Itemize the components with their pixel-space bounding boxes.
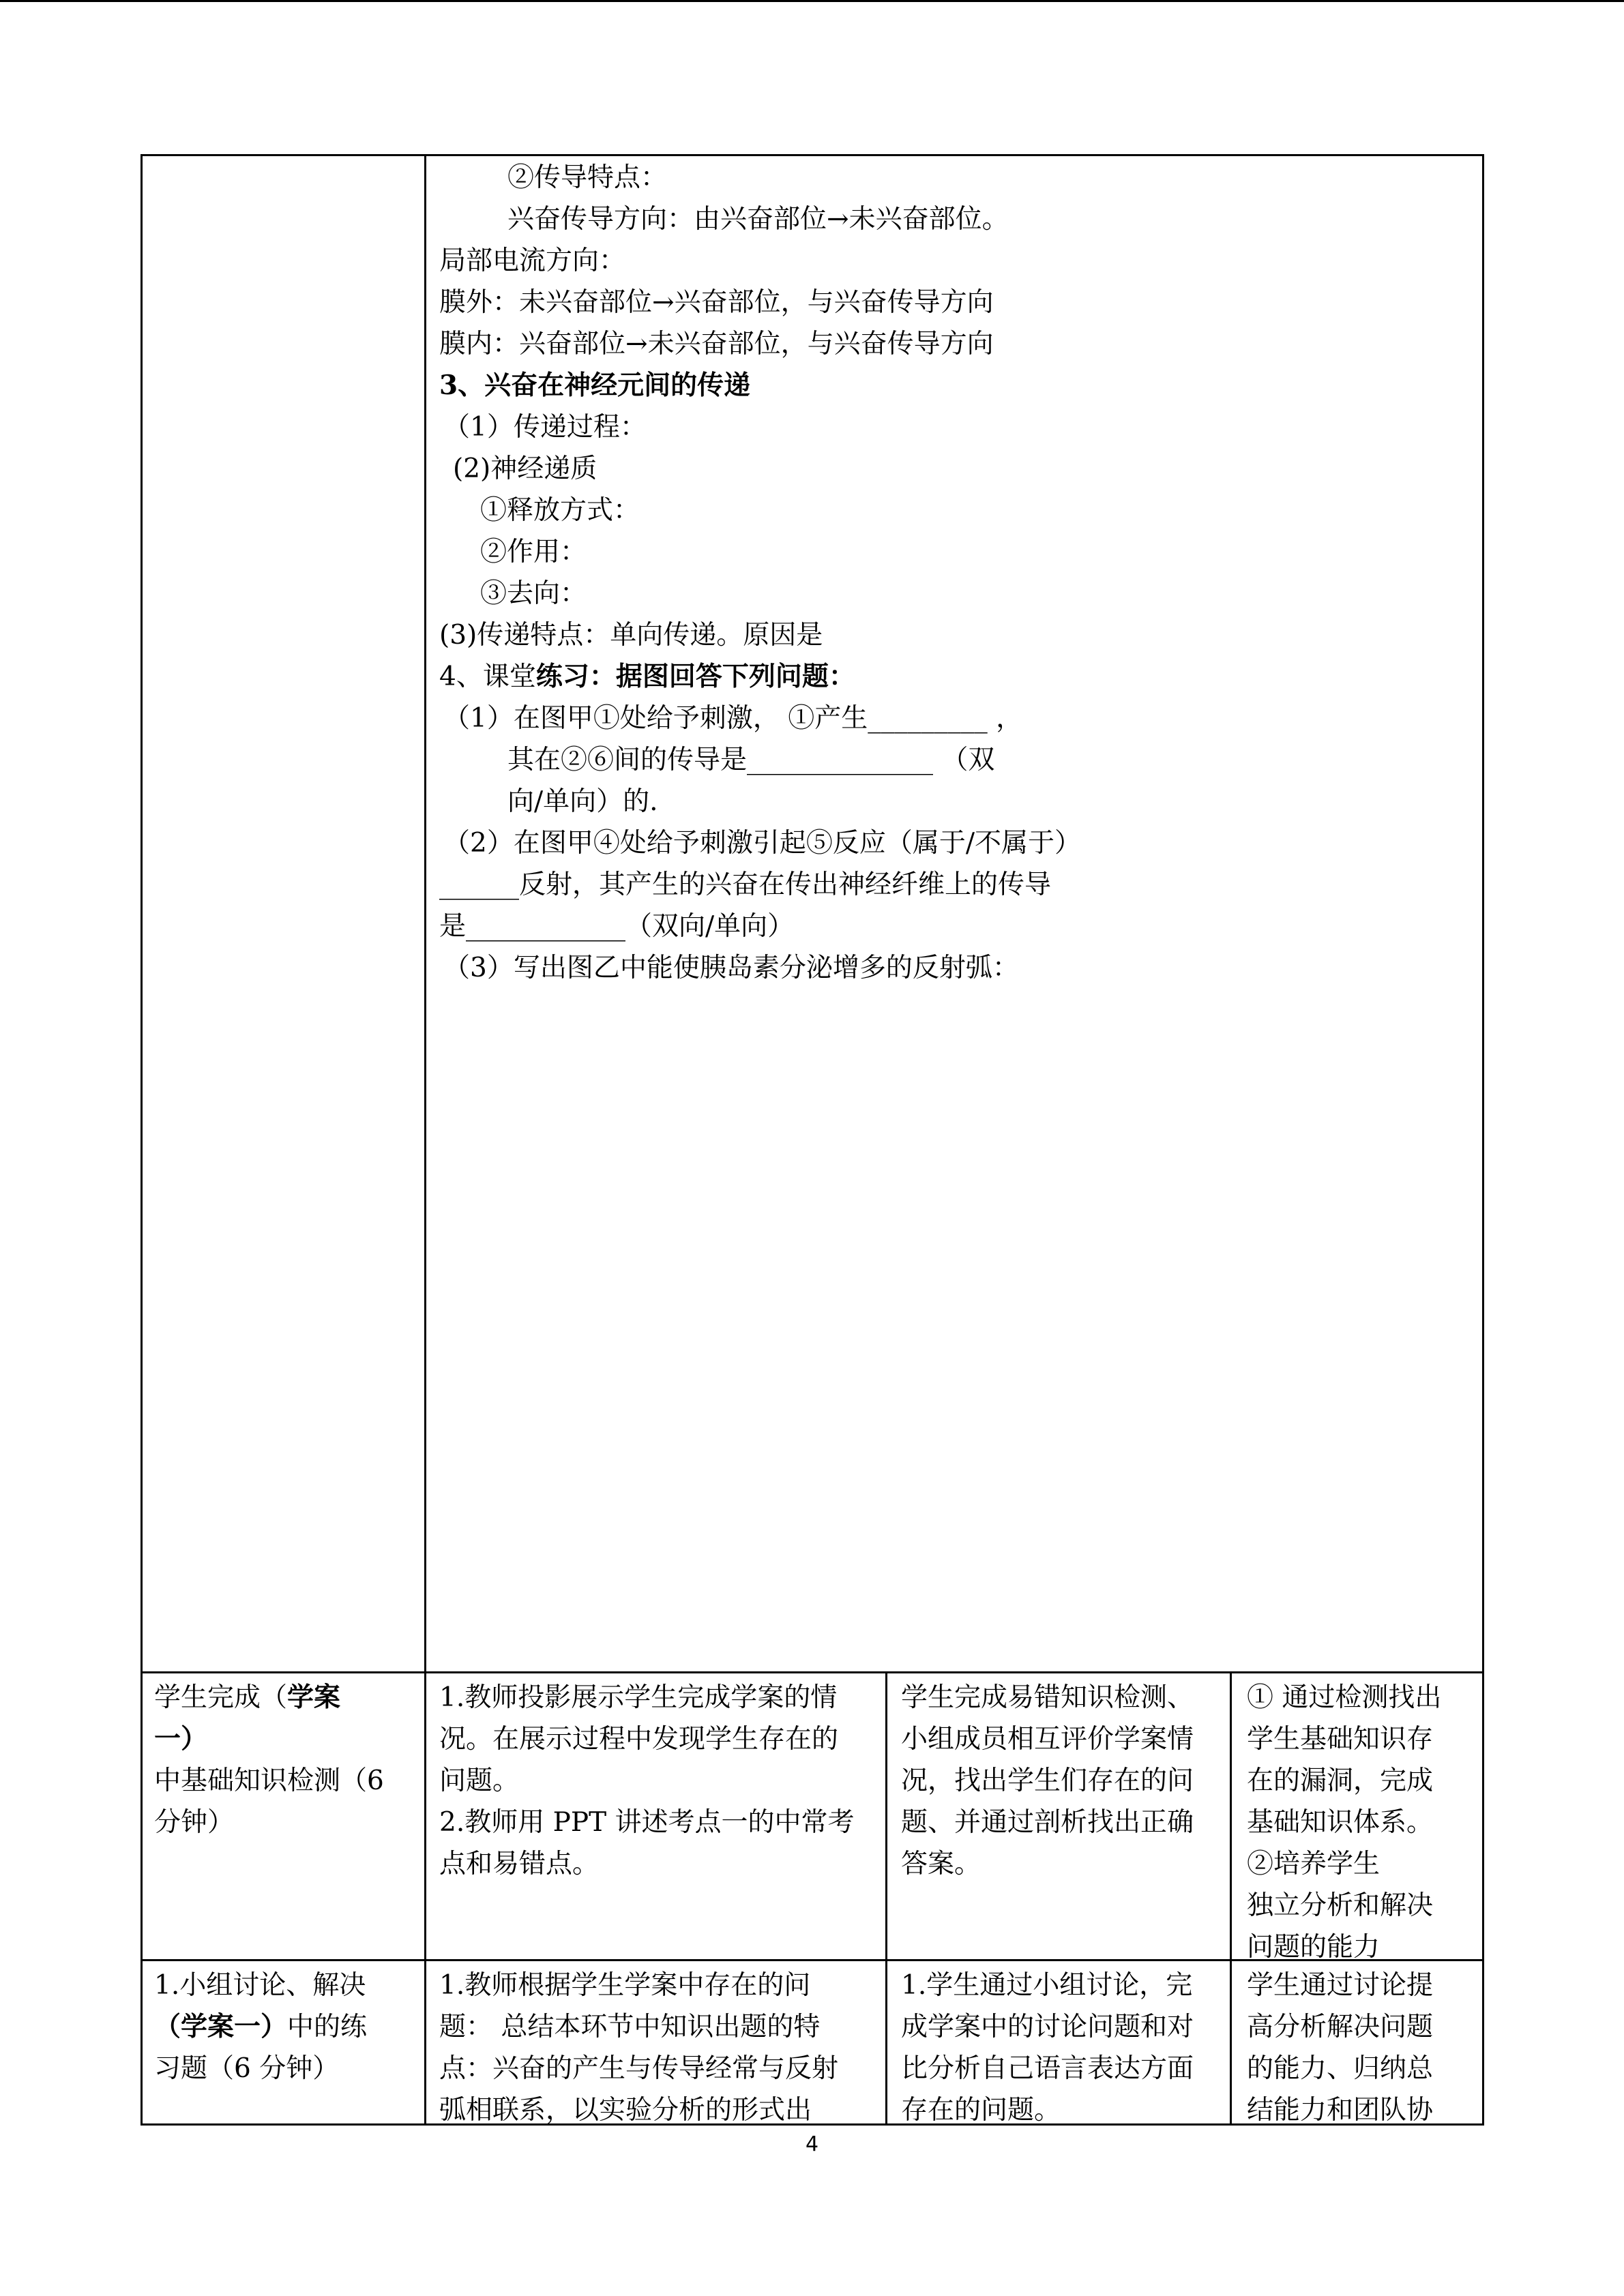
cell-line: 点：兴奋的产生与传导经常与反射: [439, 2053, 839, 2084]
content-line: ①释放方式：: [480, 495, 640, 526]
cell-line: 学生完成易错知识检测、: [901, 1682, 1194, 1713]
cell-line: 1.教师投影展示学生完成学案的情: [439, 1682, 838, 1713]
page-top-border: [0, 0, 1624, 2]
cell-line: 的能力、归纳总: [1247, 2053, 1434, 2084]
content-line: 其在②⑥间的传导是______________ （双: [507, 745, 995, 775]
cell-line: 况。在展示过程中发现学生存在的: [439, 1724, 839, 1755]
cell-line: 存在的问题。: [901, 2095, 1061, 2126]
row2-purpose-cell: [1247, 1965, 1479, 2131]
lesson-plan-table: [141, 154, 1484, 2126]
table-right-border: [1482, 154, 1484, 2126]
cell-line: ① 通过检测找出: [1247, 1682, 1442, 1713]
cell-line: 1.学生通过小组讨论，完: [901, 1970, 1193, 2001]
cell-line: 学生通过讨论提: [1247, 1970, 1434, 2001]
column-divider-2: [885, 1671, 887, 2126]
cell-line: 独立分析和解决: [1247, 1890, 1434, 1921]
cell-text-bold: （学案一）: [154, 2011, 288, 2042]
content-line: 膜内：兴奋部位→未兴奋部位，与兴奋传导方向: [439, 329, 994, 359]
cell-line: 分钟）: [154, 1807, 235, 1838]
cell-line: 1.教师根据学生学案中存在的问: [439, 1970, 811, 2001]
cell-line: 问题。: [439, 1765, 520, 1796]
cell-line: ②培养学生: [1247, 1849, 1381, 1879]
cell-line: 结能力和团队协: [1247, 2095, 1434, 2126]
cell-line: 题、并通过剖析找出正确: [901, 1807, 1194, 1838]
content-line: （1）传递过程：: [443, 412, 647, 443]
cell-line: 基础知识体系。: [1247, 1807, 1434, 1838]
cell-line: 弧相联系，以实验分析的形式出: [439, 2095, 812, 2126]
row2-activity-cell: [154, 1965, 417, 2089]
content-line: ②作用：: [480, 537, 587, 567]
cell-line: 一）: [154, 1723, 208, 1755]
cell-line: 点和易错点。: [439, 1849, 600, 1879]
cell-text: 中的练: [287, 2012, 368, 2042]
cell-line: 成学案中的讨论问题和对: [901, 2012, 1194, 2042]
row2-teacher-cell: [439, 1965, 879, 2131]
cell-line: [154, 1677, 417, 1718]
exercise-heading-bold: 练习：据图回答下列问题：: [535, 661, 855, 692]
upper-content-cell: [439, 157, 1462, 989]
content-line: 局部电流方向：: [439, 245, 626, 276]
content-line: 是____________（双向/单向）: [439, 911, 795, 942]
content-line: 兴奋传导方向：由兴奋部位→未兴奋部位。: [507, 204, 1009, 235]
page-number: 4: [805, 2132, 819, 2156]
cell-line: 题： 总结本环节中知识出题的特: [439, 2012, 821, 2042]
row-divider-1: [141, 1671, 1484, 1673]
cell-line: 问题的能力: [1247, 1932, 1381, 1963]
content-line: 向/单向）的.: [507, 786, 658, 817]
content-line: （2）在图甲④处给予刺激引起⑤反应（属于/不属于）: [443, 828, 1081, 859]
cell-line: 学生基础知识存: [1247, 1724, 1434, 1755]
content-line: （1）在图甲①处给予刺激， ①产生_________ ，: [443, 703, 1023, 734]
exercise-heading: [439, 656, 1462, 698]
row1-student-cell: [901, 1677, 1225, 1885]
section-heading: 3、兴奋在神经元间的传递: [439, 370, 751, 401]
column-divider-1: [424, 154, 426, 2126]
content-line: （3）写出图乙中能使胰岛素分泌增多的反射弧：: [443, 953, 1019, 983]
cell-line: 习题（6 分钟）: [154, 2053, 340, 2084]
cell-line: 况，找出学生们存在的问: [901, 1765, 1194, 1796]
cell-line: 中基础知识检测（6: [154, 1765, 384, 1796]
cell-text-bold: 学案: [287, 1682, 341, 1713]
cell-line: 答案。: [901, 1849, 981, 1879]
row1-purpose-cell: [1247, 1677, 1479, 1968]
content-line: ③去向：: [480, 578, 587, 609]
exercise-heading-prefix: 4、课堂: [439, 661, 536, 692]
content-line: (2)神经递质: [453, 453, 597, 484]
cell-line: 在的漏洞，完成: [1247, 1765, 1434, 1796]
cell-line: 比分析自己语言表达方面: [901, 2053, 1194, 2084]
cell-text: 学生完成（: [154, 1682, 288, 1713]
row2-student-cell: [901, 1965, 1225, 2131]
content-line: (3)传递特点：单向传递。原因是: [439, 620, 823, 651]
cell-line: [154, 2006, 417, 2048]
cell-line: 2.教师用 PPT 讲述考点一的中常考: [439, 1807, 855, 1838]
table-top-border: [141, 154, 1484, 156]
content-line: ______反射，其产生的兴奋在传出神经纤维上的传导: [439, 869, 1052, 900]
content-line: ②传导特点：: [507, 162, 668, 193]
cell-line: 1.小组讨论、解决: [154, 1970, 366, 2001]
table-left-border: [141, 154, 143, 2126]
cell-line: 小组成员相互评价学案情: [901, 1724, 1194, 1755]
row1-activity-cell: [154, 1677, 417, 1843]
cell-line: 高分析解决问题: [1247, 2012, 1434, 2042]
column-divider-3: [1230, 1671, 1232, 2126]
content-line: 膜外：未兴奋部位→兴奋部位，与兴奋传导方向: [439, 287, 994, 318]
row1-teacher-cell: [439, 1677, 879, 1885]
